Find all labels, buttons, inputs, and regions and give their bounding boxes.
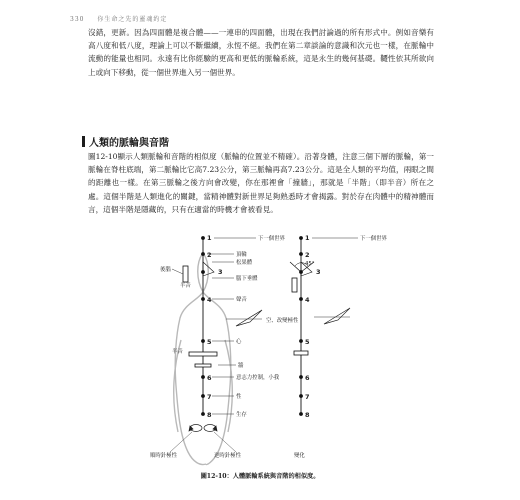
feather-icon bbox=[236, 310, 262, 326]
left-point-3 bbox=[201, 375, 205, 379]
paragraph-1: 沒錯，更新。因為四面體是複合體——一連串的四面體，出現在我們討論過的所有形式中。例如音樂有高八度和低八度，理論上可以不斷繼續，永恆不絕。我們在第二章談論的意識和次元也一樣，在脈輪中流動的能量也相同。永遠有比你經驗的更高和更低的脈輪系統，這是永生的幾何基礎。韆性依其所欲向上或向下移動，從一個世界進入另一個世界。 bbox=[88, 28, 434, 77]
label-heart: 心 bbox=[236, 339, 242, 345]
right-point-4 bbox=[299, 339, 303, 343]
left-point-5 bbox=[201, 297, 205, 301]
left-number-4: 5 bbox=[207, 338, 212, 346]
label-next-world-left: 下一個世界 bbox=[258, 236, 285, 242]
right-number-2: 7 bbox=[305, 393, 310, 401]
right-point-1 bbox=[299, 412, 303, 416]
left-number-7: 2 bbox=[207, 251, 212, 259]
right-number-8: 1 bbox=[305, 234, 310, 242]
left-point-7 bbox=[201, 252, 205, 256]
label-half-step-lower: 半音 bbox=[172, 349, 183, 355]
label-crown: 頂輪 bbox=[236, 252, 247, 258]
label-wall: 牆 bbox=[238, 363, 244, 369]
half-step-bar-lower bbox=[189, 352, 217, 356]
polarity-arrows bbox=[170, 425, 236, 453]
label-throat: 聲音 bbox=[236, 297, 247, 303]
right-point-7 bbox=[299, 252, 303, 256]
label-air-note: 空、改變極性 bbox=[266, 318, 299, 324]
paragraph-2: 圖12-10顯示人類脈輪和音階的相似度（脈輪的位置並不精確）。沿著身體，注意三個下層的脈輪，第一脈輪在脊柱底端，第二脈輪比它高7.23公分，第三脈輪再高7.23公分。這是全人類的平均值，兩眼之間的距離也一樣。在第三脈輪之後方向會改變，你在那裡會「撞牆」，那就是「半階」（即半音）所在之處。這個半階是人類進化的關鍵，當精神體對新世界足夠熟悉時才會揭露。對於存在肉體中的精神體而言，這個半階是隱藏的，只有在適當的時機才會被看見。 bbox=[88, 152, 434, 214]
left-point-1 bbox=[201, 412, 205, 416]
wall-bar bbox=[195, 364, 211, 367]
label-root: 生存 bbox=[236, 412, 247, 418]
label-unchanged: 變化 bbox=[294, 453, 305, 459]
right-feather-icon bbox=[324, 308, 350, 324]
left-number-2: 7 bbox=[207, 393, 212, 401]
right-point-8 bbox=[299, 236, 303, 240]
section-heading-text: 人類的脈輪與音階 bbox=[89, 138, 169, 149]
right-number-3: 6 bbox=[305, 374, 310, 382]
left-number-1: 8 bbox=[207, 411, 212, 419]
right-half-step-bar-lower bbox=[294, 351, 308, 355]
label-counterclockwise: 逆時針極性 bbox=[214, 453, 241, 459]
label-next-world-right: 下一個世界 bbox=[360, 236, 387, 242]
right-number-7: 2 bbox=[305, 251, 310, 259]
label-clockwise: 順時針極性 bbox=[150, 453, 177, 459]
label-back-of-head: 後腦 bbox=[160, 267, 171, 273]
left-point-2 bbox=[201, 394, 205, 398]
page-number: 330 bbox=[70, 16, 85, 23]
right-point-3 bbox=[299, 375, 303, 379]
book-title: 你生命之先的靈魂約定 bbox=[97, 16, 168, 23]
left-number-8: 1 bbox=[207, 234, 212, 242]
label-pineal: 松果體 bbox=[236, 260, 253, 266]
right-point-5 bbox=[299, 297, 303, 301]
left-point-8 bbox=[201, 236, 205, 240]
right-half-step-bar-upper bbox=[292, 278, 297, 292]
right-number-5: 4 bbox=[305, 296, 310, 304]
left-number-3: 6 bbox=[207, 374, 212, 382]
right-number-4: 5 bbox=[305, 338, 310, 346]
label-solar-plexus: 意志力控制，小我 bbox=[236, 375, 280, 381]
label-sacral: 性 bbox=[236, 394, 242, 400]
half-step-bar-upper bbox=[183, 266, 188, 282]
right-number-6: 3 bbox=[316, 268, 321, 276]
label-pituitary: 腦下垂體 bbox=[236, 276, 258, 282]
left-number-5: 4 bbox=[207, 296, 212, 304]
left-point-4 bbox=[201, 339, 205, 343]
left-labels bbox=[150, 234, 299, 459]
right-number-1: 8 bbox=[305, 411, 310, 419]
left-number-6: 3 bbox=[218, 268, 223, 276]
right-point-2 bbox=[299, 394, 303, 398]
label-half-step-upper: 半音 bbox=[180, 283, 191, 289]
figure-caption: 圖12-10：人體脈輪系統與音階的相似度。 bbox=[200, 473, 320, 480]
label-angle: 45° bbox=[305, 261, 315, 267]
